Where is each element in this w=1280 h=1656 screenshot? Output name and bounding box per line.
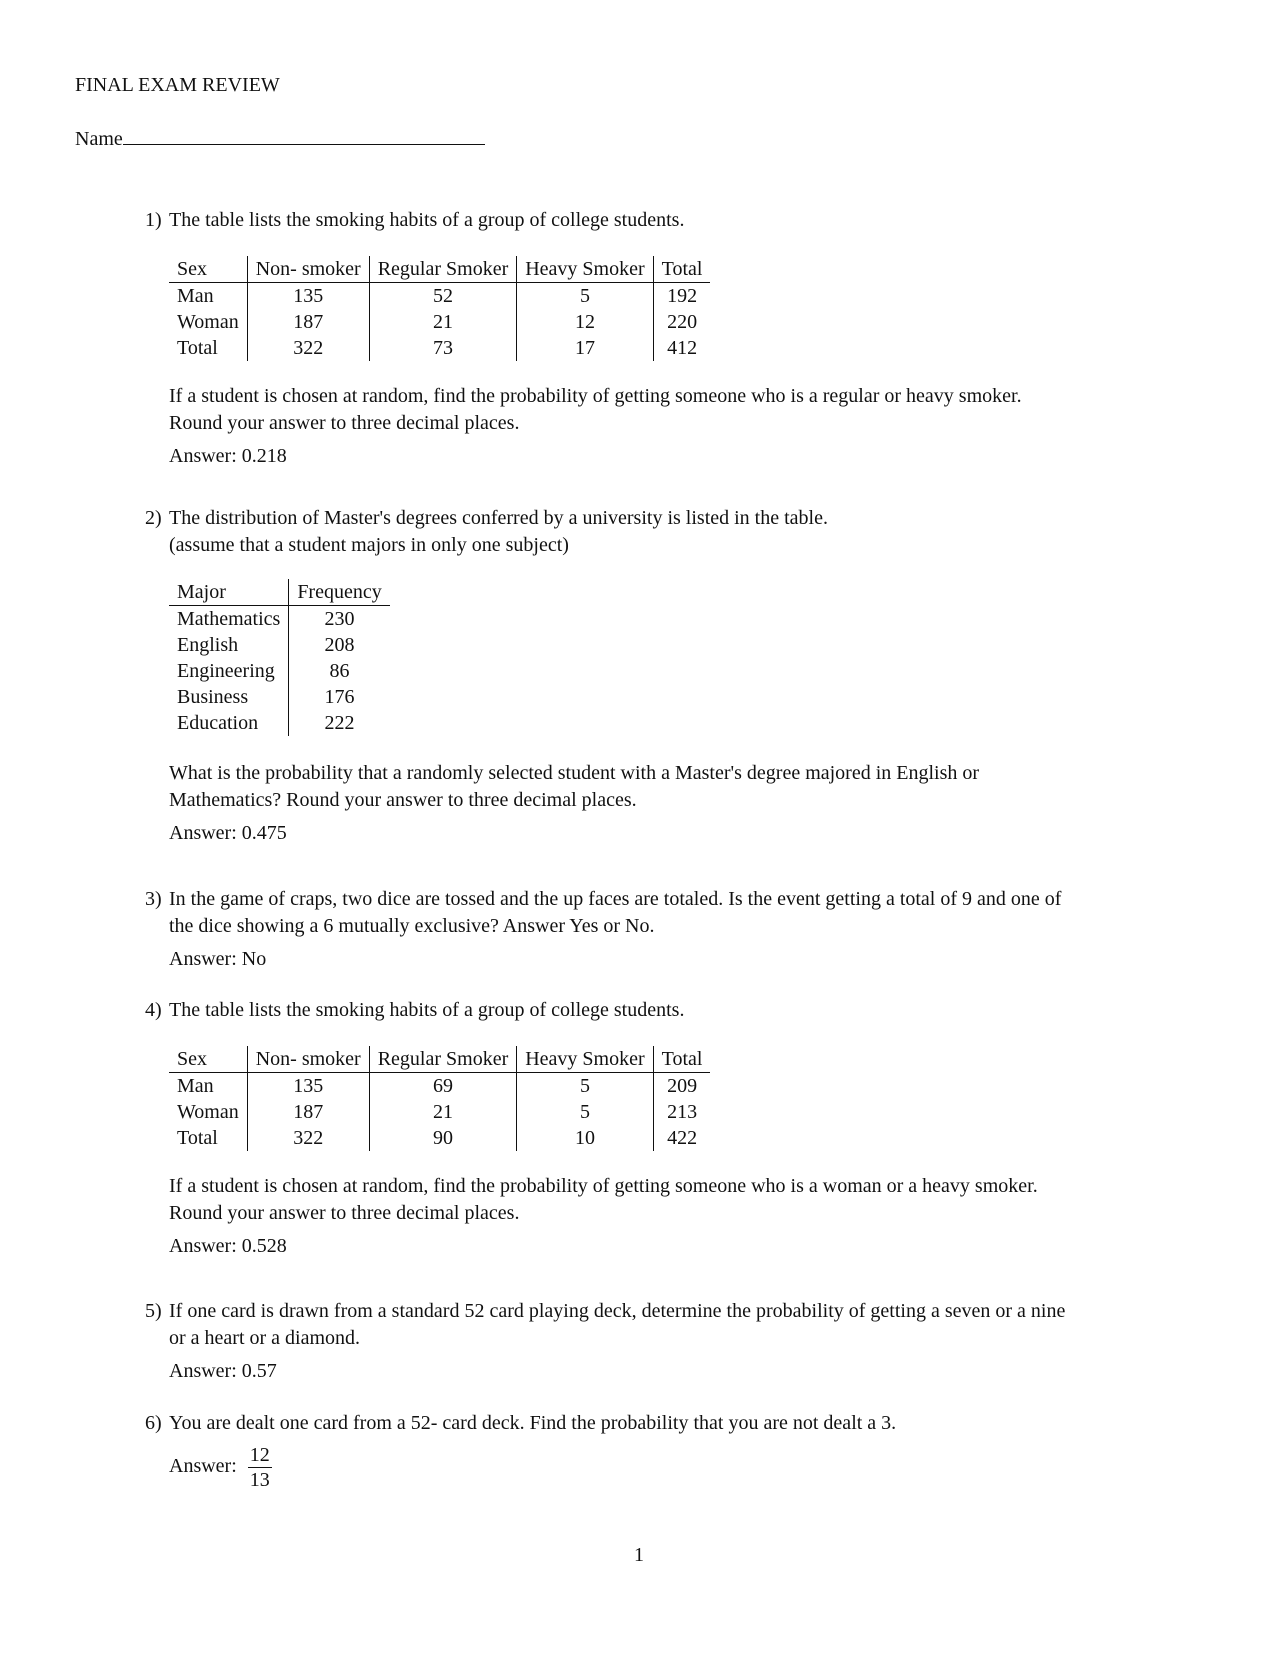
table-header: Non- smoker <box>247 1046 369 1073</box>
answer-fraction <box>248 1443 272 1492</box>
question-3 <box>145 886 1185 973</box>
table-cell: Education <box>177 712 259 734</box>
table-cell: 209 <box>653 1073 710 1100</box>
table-header: Regular Smoker <box>369 1046 517 1073</box>
answer-text: Answer: 0.528 <box>169 1235 287 1257</box>
question-text: The table lists the smoking habits of a group of college students. <box>169 209 685 231</box>
table-cell: 135 <box>247 1073 369 1100</box>
table-row <box>169 1125 710 1151</box>
table-header: Frequency <box>289 579 390 606</box>
question-followup: What is the probability that a randomly selected student with a Master's degree majored in English or <box>169 762 980 784</box>
table-cell: 412 <box>653 335 710 361</box>
answer-text: Answer: 0.218 <box>169 445 287 467</box>
name-blank-line <box>123 126 485 145</box>
question-text: In the game of craps, two dice are tossed and the up faces are totaled. Is the event getting a total of 9 and one of <box>169 888 1062 910</box>
table-cell: 10 <box>517 1125 653 1151</box>
table-row <box>169 658 390 684</box>
table-row <box>169 710 390 736</box>
question-number: 2) <box>145 507 162 529</box>
table-cell: 187 <box>247 309 369 335</box>
answer-text: Answer: 0.475 <box>169 822 287 844</box>
table-cell: 86 <box>289 658 390 684</box>
table-cell: 187 <box>247 1099 369 1125</box>
table-cell: Woman <box>177 311 239 333</box>
table-header: Heavy Smoker <box>517 256 653 283</box>
table-cell: 5 <box>517 1099 653 1125</box>
table-cell: 322 <box>247 1125 369 1151</box>
table-cell: 322 <box>247 335 369 361</box>
table-cell: 176 <box>289 684 390 710</box>
table-cell: Total <box>177 337 218 359</box>
table-header: Sex <box>169 1046 247 1073</box>
table-cell: Woman <box>177 1101 239 1123</box>
table-cell: 5 <box>517 1073 653 1100</box>
answer-text: Answer: 0.57 <box>169 1360 277 1382</box>
question-number: 6) <box>145 1412 162 1434</box>
table-cell: 52 <box>369 283 517 310</box>
question-followup: Mathematics? Round your answer to three decimal places. <box>169 789 637 811</box>
answer-fraction-line <box>169 1443 1185 1492</box>
table-row <box>169 283 710 310</box>
table-header: Total <box>653 256 710 283</box>
table-cell: 69 <box>369 1073 517 1100</box>
fraction-numerator: 12 <box>249 1444 270 1466</box>
answer-text: Answer: No <box>169 948 267 970</box>
question-5 <box>145 1298 1185 1385</box>
table-row <box>169 335 710 361</box>
table-row <box>169 632 390 658</box>
question-text: You are dealt one card from a 52- card deck. Find the probability that you are not dealt a 3. <box>169 1412 897 1434</box>
degrees-table <box>169 579 390 736</box>
table-row <box>169 606 390 633</box>
table-row <box>169 1099 710 1125</box>
page-number: 1 <box>634 1544 644 1566</box>
fraction-denominator: 13 <box>249 1469 270 1491</box>
name-field <box>75 126 485 151</box>
question-text: or a heart or a diamond. <box>169 1327 361 1349</box>
table-cell: 90 <box>369 1125 517 1151</box>
question-text: The table lists the smoking habits of a group of college students. <box>169 999 685 1021</box>
table-cell: 222 <box>289 710 390 736</box>
smoking-table <box>169 1046 710 1151</box>
table-cell: Man <box>177 1075 214 1097</box>
table-cell: English <box>177 634 239 656</box>
table-cell: 213 <box>653 1099 710 1125</box>
table-header: Regular Smoker <box>369 256 517 283</box>
table-cell: 12 <box>517 309 653 335</box>
table-cell: Mathematics <box>177 608 281 630</box>
table-cell: 17 <box>517 335 653 361</box>
question-6 <box>145 1410 1185 1492</box>
name-label: Name <box>75 128 123 150</box>
table-cell: 422 <box>653 1125 710 1151</box>
question-number: 5) <box>145 1300 162 1322</box>
table-cell: 21 <box>369 1099 517 1125</box>
table-cell: 220 <box>653 309 710 335</box>
table-cell: 5 <box>517 283 653 310</box>
question-1 <box>145 207 1185 470</box>
question-number: 3) <box>145 888 162 910</box>
table-header: Total <box>653 1046 710 1073</box>
table-row <box>169 1073 710 1100</box>
table-row <box>169 684 390 710</box>
table-header: Major <box>169 579 289 606</box>
table-row <box>169 309 710 335</box>
table-cell: 192 <box>653 283 710 310</box>
answer-label: Answer: <box>169 1455 237 1478</box>
question-followup: If a student is chosen at random, find the probability of getting someone who is a regular or heavy smoker. <box>169 385 1022 407</box>
question-followup: Round your answer to three decimal places. <box>169 1202 520 1224</box>
question-text: If one card is drawn from a standard 52 card playing deck, determine the probability of getting a seven or a nine <box>169 1300 1066 1322</box>
document-title: FINAL EXAM REVIEW <box>75 74 280 96</box>
question-2 <box>145 505 1185 847</box>
table-header: Sex <box>169 256 247 283</box>
table-cell: Total <box>177 1127 218 1149</box>
table-cell: Man <box>177 285 214 307</box>
table-cell: 230 <box>289 606 390 633</box>
table-header: Heavy Smoker <box>517 1046 653 1073</box>
table-cell: Business <box>177 686 249 708</box>
table-cell: 73 <box>369 335 517 361</box>
question-followup: If a student is chosen at random, find the probability of getting someone who is a woman or a heavy smoker. <box>169 1175 1038 1197</box>
table-cell: Engineering <box>177 660 275 682</box>
question-number: 1) <box>145 209 162 231</box>
table-cell: 21 <box>369 309 517 335</box>
smoking-table <box>169 256 710 361</box>
table-cell: 208 <box>289 632 390 658</box>
table-header: Non- smoker <box>247 256 369 283</box>
table-cell: 135 <box>247 283 369 310</box>
question-4 <box>145 997 1185 1260</box>
question-text: the dice showing a 6 mutually exclusive? Answer Yes or No. <box>169 915 655 937</box>
question-text: The distribution of Master's degrees conferred by a university is listed in the table. <box>169 507 828 529</box>
question-text: (assume that a student majors in only one subject) <box>169 534 569 556</box>
question-followup: Round your answer to three decimal places. <box>169 412 520 434</box>
question-number: 4) <box>145 999 162 1021</box>
